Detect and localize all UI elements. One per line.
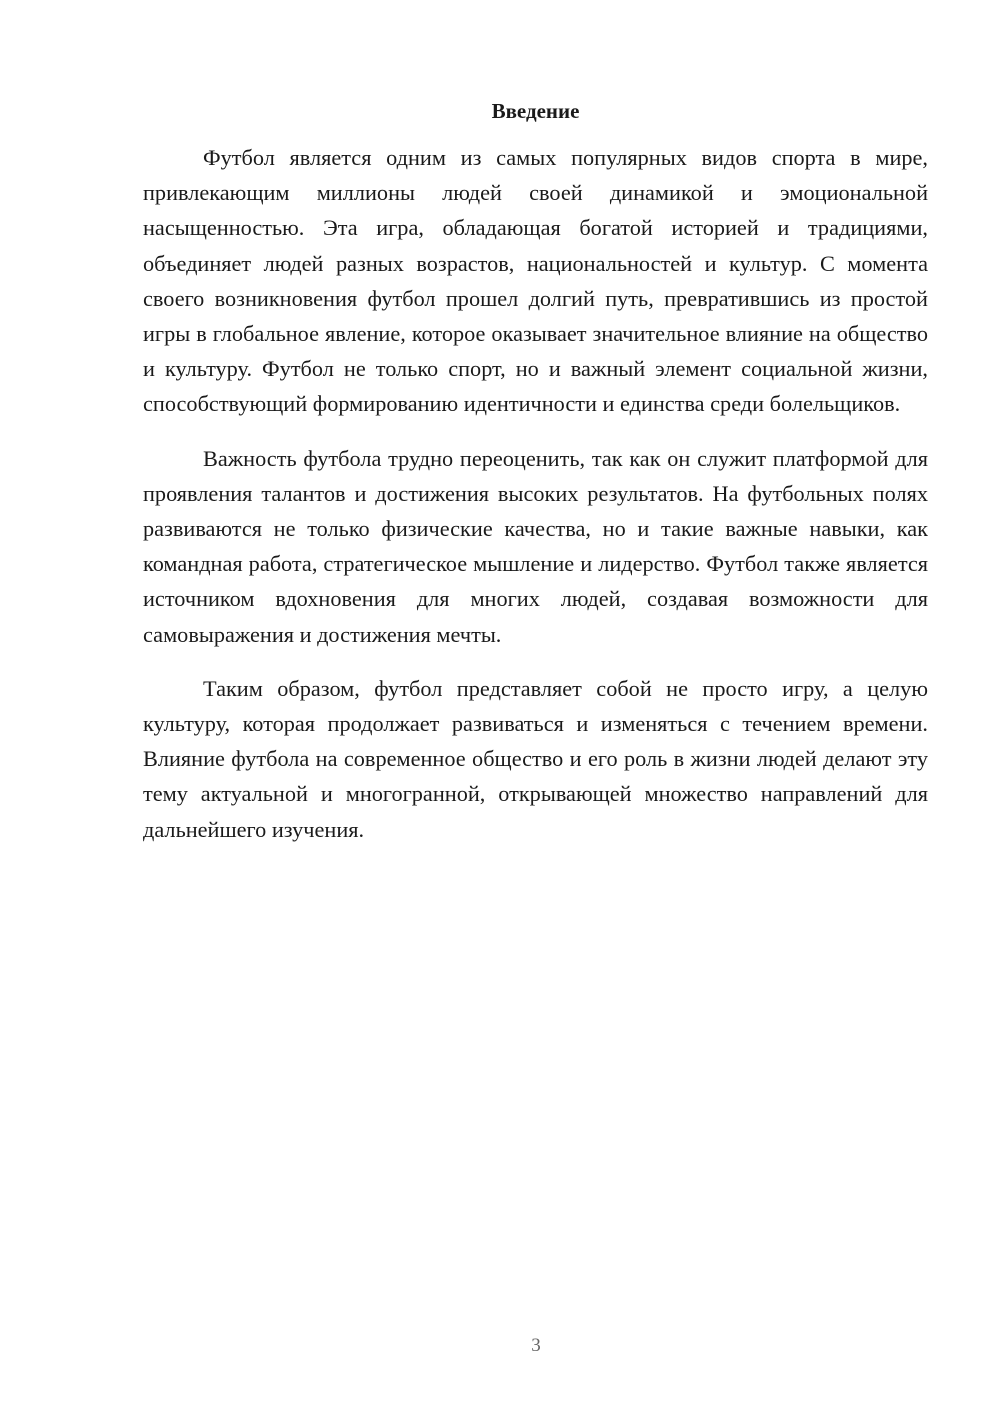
page-content (143, 96, 928, 866)
page-number: 3 (531, 1335, 541, 1356)
paragraph-2: Важность футбола трудно переоценить, так как он служит платформой для проявления талантов и достижения высоких результатов. На футбольных полях развиваются не только физические качества, но и такие важные навыки, как командная работа, стратегическое мышление и лидерство. Футбол также является источником вдохновения для многих людей, создавая возможности для самовыражения и достижения мечты. (143, 445, 928, 647)
paragraph-3: Таким образом, футбол представляет собой не просто игру, а целую культуру, которая продолжает развиваться и изменяться с течением времени. Влияние футбола на современное общество и его роль в жизни людей делают эту тему актуальной и многогранной, открывающей множество направлений для дальнейшего изучения. (143, 675, 928, 842)
section-heading: Введение (491, 99, 580, 123)
paragraph-1: Футбол является одним из самых популярных видов спорта в мире, привлекающим миллионы людей своей динамикой и эмоциональной насыщенностью. Эта игра, обладающая богатой историей и традициями, объединяет людей разных возрастов, национальностей и культур. С момента своего возникновения футбол прошел долгий путь, превратившись из простой игры в глобальное явление, которое оказывает значительное влияние на общество и культуру. Футбол не только спорт, но и важный элемент социальной жизни, способствующий формированию идентичности и единства среди болельщиков. (143, 145, 928, 417)
